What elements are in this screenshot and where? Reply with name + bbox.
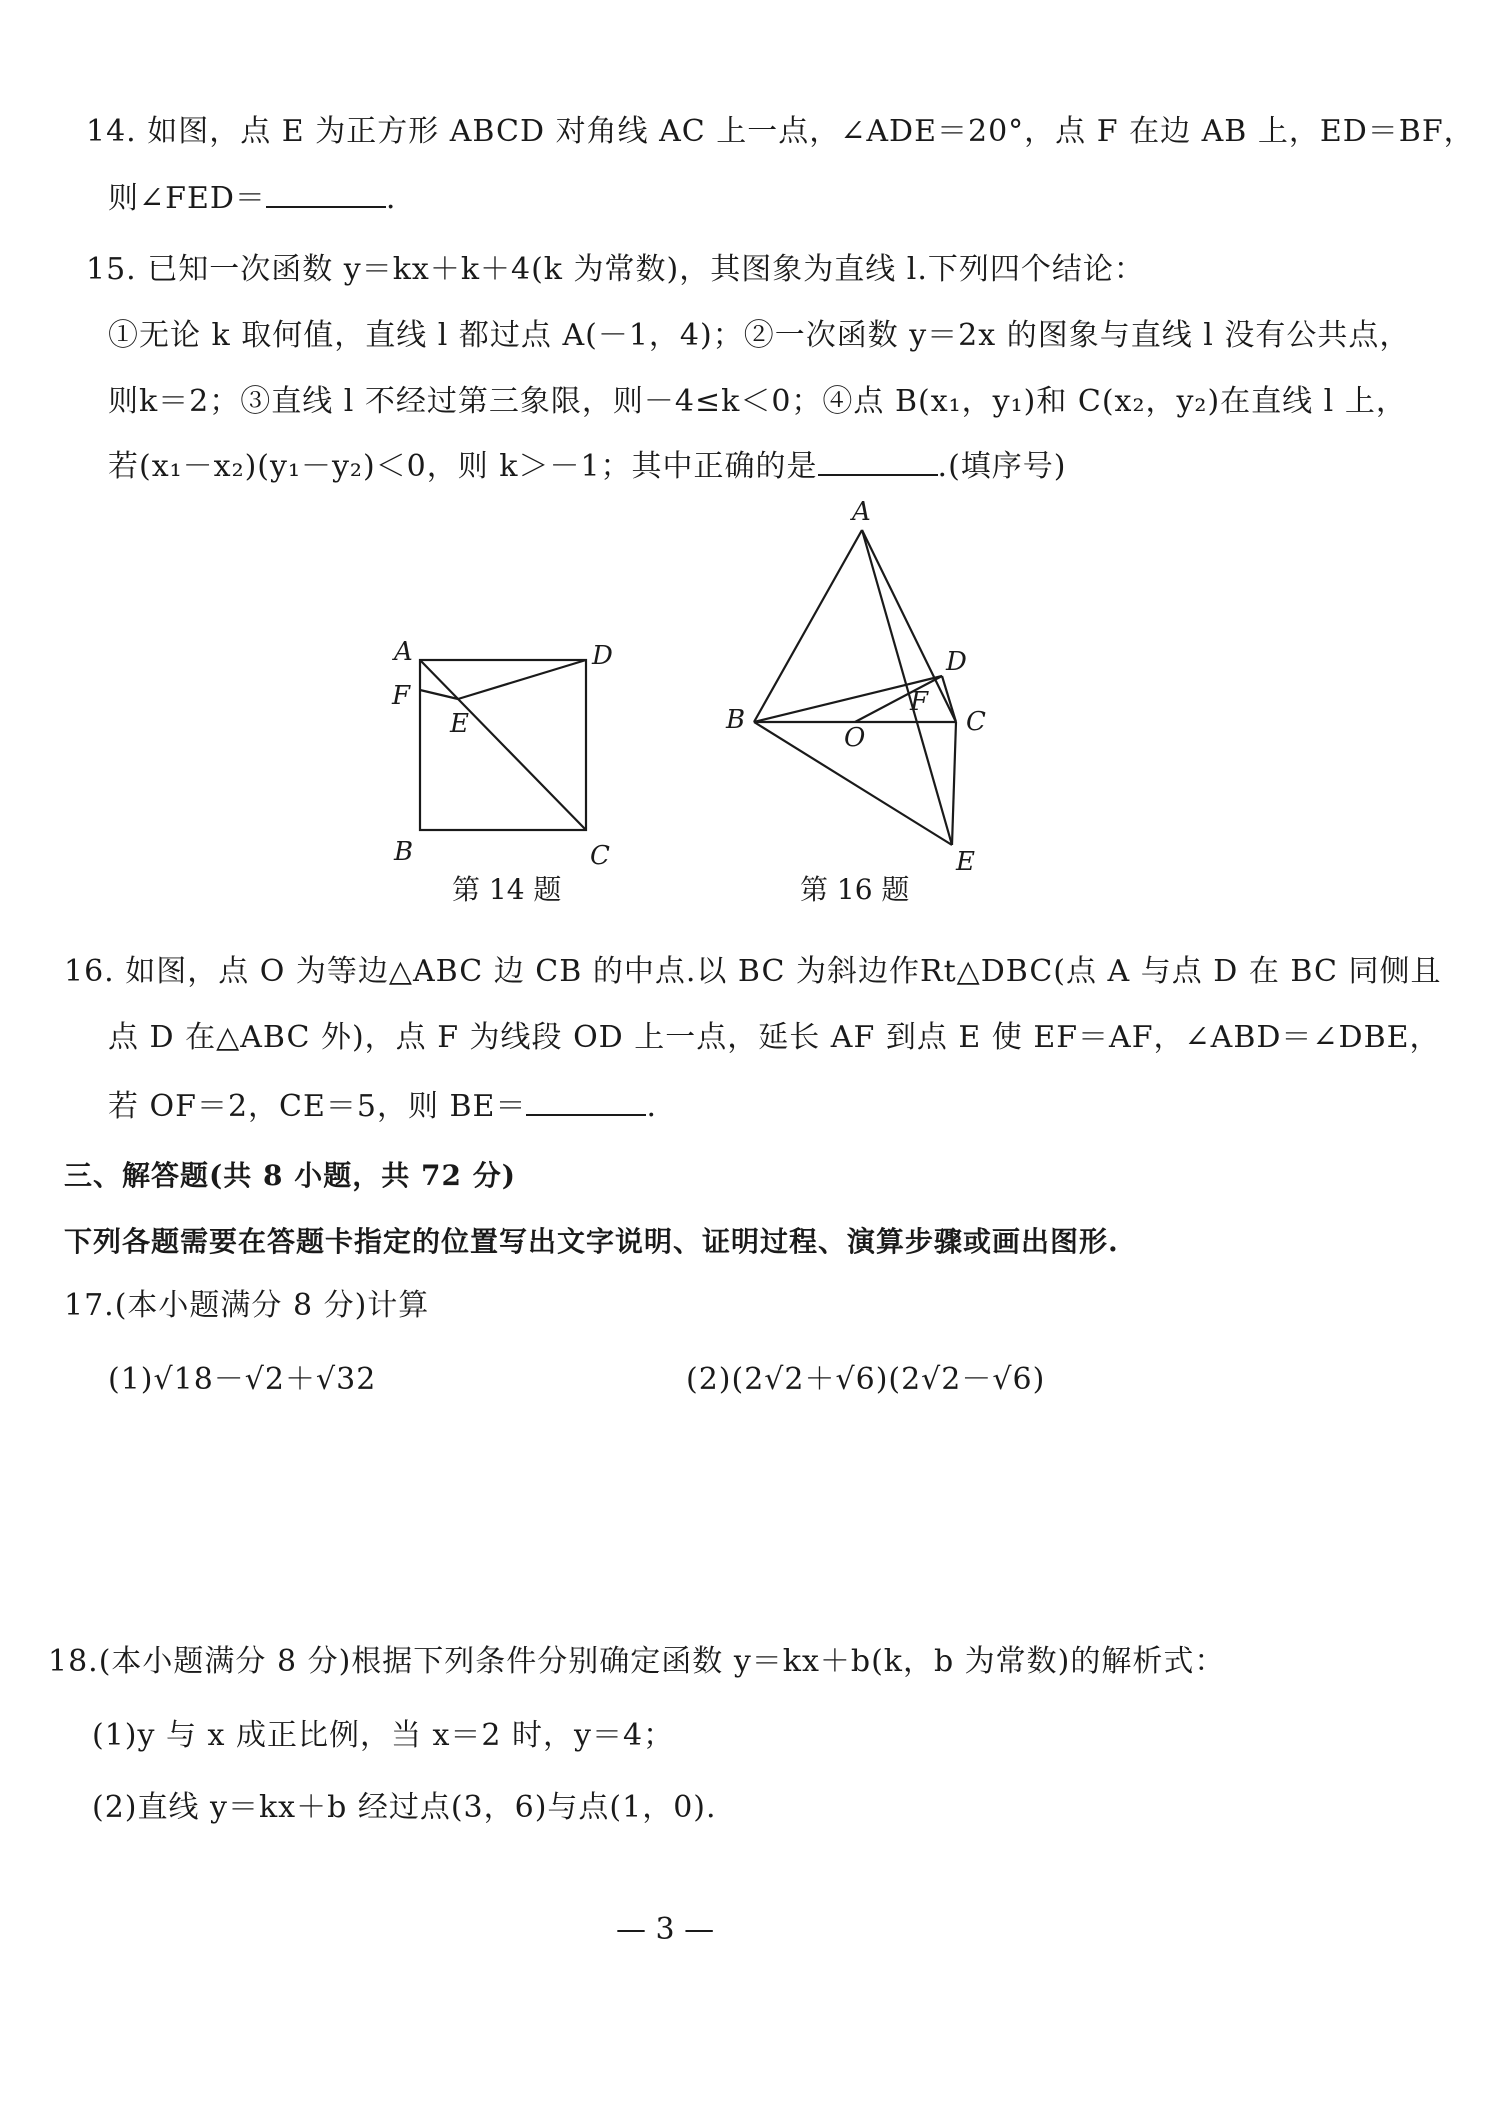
section3-instruction: 下列各题需要在答题卡指定的位置写出文字说明、证明过程、演算步骤或画出图形. xyxy=(64,1225,1119,1258)
q16-answer-blank[interactable] xyxy=(526,1086,646,1116)
fig16-label-a: A xyxy=(852,500,871,527)
q18-title: 18.(本小题满分 8 分)根据下列条件分别确定函数 y＝kx＋b(k，b 为常数)的解析式： xyxy=(48,1644,1226,1679)
fig14-label-b: B xyxy=(394,837,414,867)
q15-line3: 则k＝2；③直线 l 不经过第三象限，则－4≤k＜0；④点 B(x₁，y₁)和 C(x₂，y₂)在直线 l 上， xyxy=(108,384,1407,419)
page-number: — 3 — xyxy=(616,1912,715,1947)
q18-part1: (1)y 与 x 成正比例，当 x＝2 时，y＝4； xyxy=(92,1718,675,1753)
figure-14 xyxy=(380,640,640,870)
q15-line4-text: 若(x₁－x₂)(y₁－y₂)＜0，则 k＞－1；其中正确的是 xyxy=(108,449,818,484)
q15-line4 xyxy=(108,446,1067,487)
fig14-label-e: E xyxy=(450,709,469,739)
q14-line2-text: 则∠FED＝ xyxy=(108,181,266,216)
q14-line1: 14. 如图，点 E 为正方形 ABCD 对角线 AC 上一点，∠ADE＝20°，点 F 在边 AB 上，ED＝BF， xyxy=(86,114,1475,149)
q16-line3 xyxy=(108,1086,657,1127)
segment-ab xyxy=(754,530,862,722)
q18-part2: (2)直线 y＝kx＋b 经过点(3，6)与点(1，0). xyxy=(92,1790,717,1825)
q14-answer-blank[interactable] xyxy=(266,178,386,208)
fig16-label-d: D xyxy=(946,647,967,677)
q16-line2: 点 D 在△ABC 外)，点 F 为线段 OD 上一点，延长 AF 到点 E 使 EF＝AF，∠ABD＝∠DBE， xyxy=(108,1020,1441,1055)
segment-de xyxy=(458,660,586,699)
q14-line2-end: . xyxy=(385,181,397,216)
q17-part1: (1)√18－√2＋√32 xyxy=(108,1362,377,1397)
q15-answer-blank[interactable] xyxy=(818,446,938,476)
q15-line2: ①无论 k 取何值，直线 l 都过点 A(－1，4)；②一次函数 y＝2x 的图象与直线 l 没有公共点， xyxy=(108,318,1411,353)
figure-16 xyxy=(720,500,1000,880)
fig14-label-c: C xyxy=(590,841,610,870)
fig14-caption: 第 14 题 xyxy=(452,873,562,906)
fig16-caption: 第 16 题 xyxy=(800,873,910,906)
fig16-label-o: O xyxy=(844,723,866,753)
q14-line2 xyxy=(108,178,396,219)
fig16-label-c: C xyxy=(966,707,986,737)
fig14-label-f: F xyxy=(392,681,411,711)
fig16-label-b: B xyxy=(726,705,746,735)
fig16-label-e: E xyxy=(956,847,975,877)
fig14-label-a: A xyxy=(394,640,413,667)
q17-part2: (2)(2√2＋√6)(2√2－√6) xyxy=(686,1362,1046,1397)
q15-line1: 15. 已知一次函数 y＝kx＋k＋4(k 为常数)，其图象为直线 l.下列四个结论： xyxy=(86,252,1145,287)
q15-line4-end: .(填序号) xyxy=(937,449,1067,484)
fig16-label-f: F xyxy=(910,687,929,717)
q16-line3-end: . xyxy=(646,1089,658,1124)
q17-title: 17.(本小题满分 8 分)计算 xyxy=(64,1288,430,1323)
segment-ce xyxy=(952,722,956,845)
segment-od xyxy=(855,676,942,722)
section3-title: 三、解答题(共 8 小题，共 72 分) xyxy=(64,1159,516,1192)
fig14-label-d: D xyxy=(592,641,613,671)
q16-line1: 16. 如图，点 O 为等边△ABC 边 CB 的中点.以 BC 为斜边作Rt△DBC(点 A 与点 D 在 BC 同侧且 xyxy=(64,954,1442,989)
q16-line3-text: 若 OF＝2，CE＝5，则 BE＝ xyxy=(108,1089,527,1124)
